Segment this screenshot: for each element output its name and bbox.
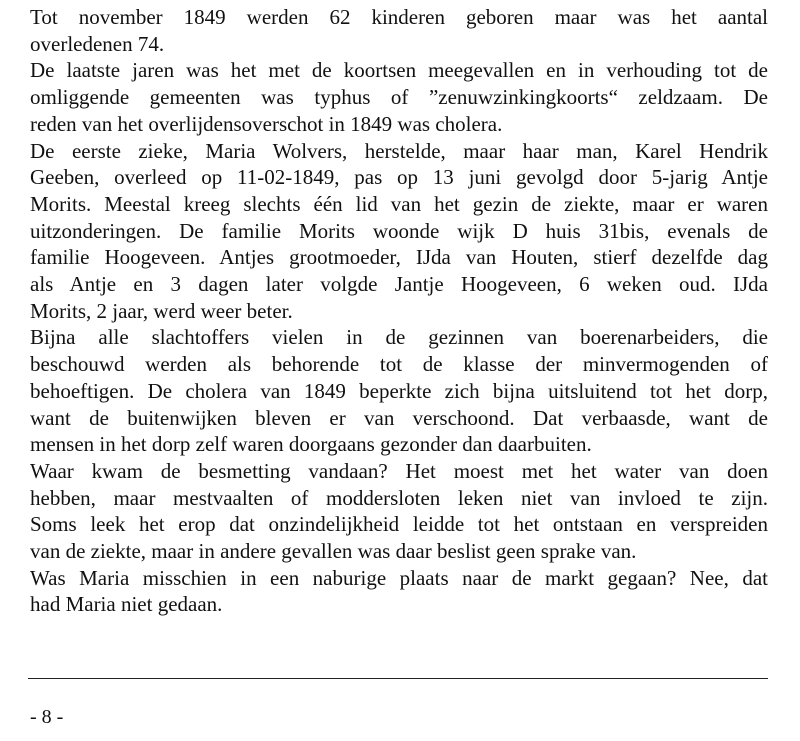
text-line: Geeben, overleed op 11-02-1849, pas op 13 juni gevolgd door 5-jarig Antje: [30, 165, 768, 190]
text-line: behoeftigen. De cholera van 1849 beperkte zich bijna uitsluitend tot het dorp,: [30, 378, 768, 403]
text-line: Morits, 2 jaar, werd weer beter.: [30, 298, 293, 323]
text-line: uitzonderingen. De familie Morits woonde wijk D huis 31bis, evenals de: [30, 218, 768, 243]
paragraph-births-deaths: [30, 4, 768, 57]
text-line: Morits. Meestal kreeg slechts één lid van het gezin de ziekte, maar er waren: [30, 191, 768, 216]
paragraph-first-patients: [30, 138, 768, 325]
text-line: hebben, maar mestvaalten of moddersloten leken niet van invloed te zijn.: [30, 485, 768, 510]
text-line: mensen in het dorp zelf waren doorgaans gezonder dan daarbuiten.: [30, 432, 592, 457]
paragraph-source-of-infection: [30, 458, 768, 565]
footer-divider: [28, 678, 768, 679]
text-line: De eerste zieke, Maria Wolvers, herstelde, maar haar man, Karel Hendrik: [30, 138, 768, 163]
text-line: Waar kwam de besmetting vandaan? Het moest met het water van doen: [30, 458, 768, 483]
body-text: [30, 4, 768, 618]
text-line: Bijna alle slachtoffers vielen in de gezinnen van boerenarbeiders, die: [30, 325, 768, 350]
text-line: overledenen 74.: [30, 31, 165, 56]
paragraph-fevers: [30, 57, 768, 137]
text-line: beschouwd werden als behorende tot de klasse der minvermogenden of: [30, 352, 768, 377]
text-line: want de buitenwijken bleven er van verschoond. Dat verbaasde, want de: [30, 405, 768, 430]
text-line: reden van het overlijdensoverschot in 1849 was cholera.: [30, 111, 503, 136]
text-line: als Antje en 3 dagen later volgde Jantje Hoogeveen, 6 weken oud. IJda: [30, 272, 768, 297]
text-line: Tot november 1849 werden 62 kinderen geboren maar was het aantal: [30, 5, 768, 29]
text-line: familie Hoogeveen. Antjes grootmoeder, IJda van Houten, stierf dezelfde dag: [30, 245, 768, 270]
paragraph-market-question: [30, 565, 768, 618]
text-line: omliggende gemeenten was typhus of ”zenuwzinkingkoorts“ zeldzaam. De: [30, 85, 768, 110]
paragraph-victims: [30, 324, 768, 458]
text-line: van de ziekte, maar in andere gevallen was daar beslist geen sprake van.: [30, 539, 637, 564]
page-number: - 8 -: [30, 706, 64, 728]
text-line: Was Maria misschien in een naburige plaats naar de markt gegaan? Nee, dat: [30, 565, 768, 590]
text-line: had Maria niet gedaan.: [30, 592, 223, 617]
text-line: De laatste jaren was het met de koortsen meegevallen en in verhouding tot de: [30, 58, 768, 83]
text-line: Soms leek het erop dat onzindelijkheid leidde tot het ontstaan en verspreiden: [30, 512, 768, 537]
